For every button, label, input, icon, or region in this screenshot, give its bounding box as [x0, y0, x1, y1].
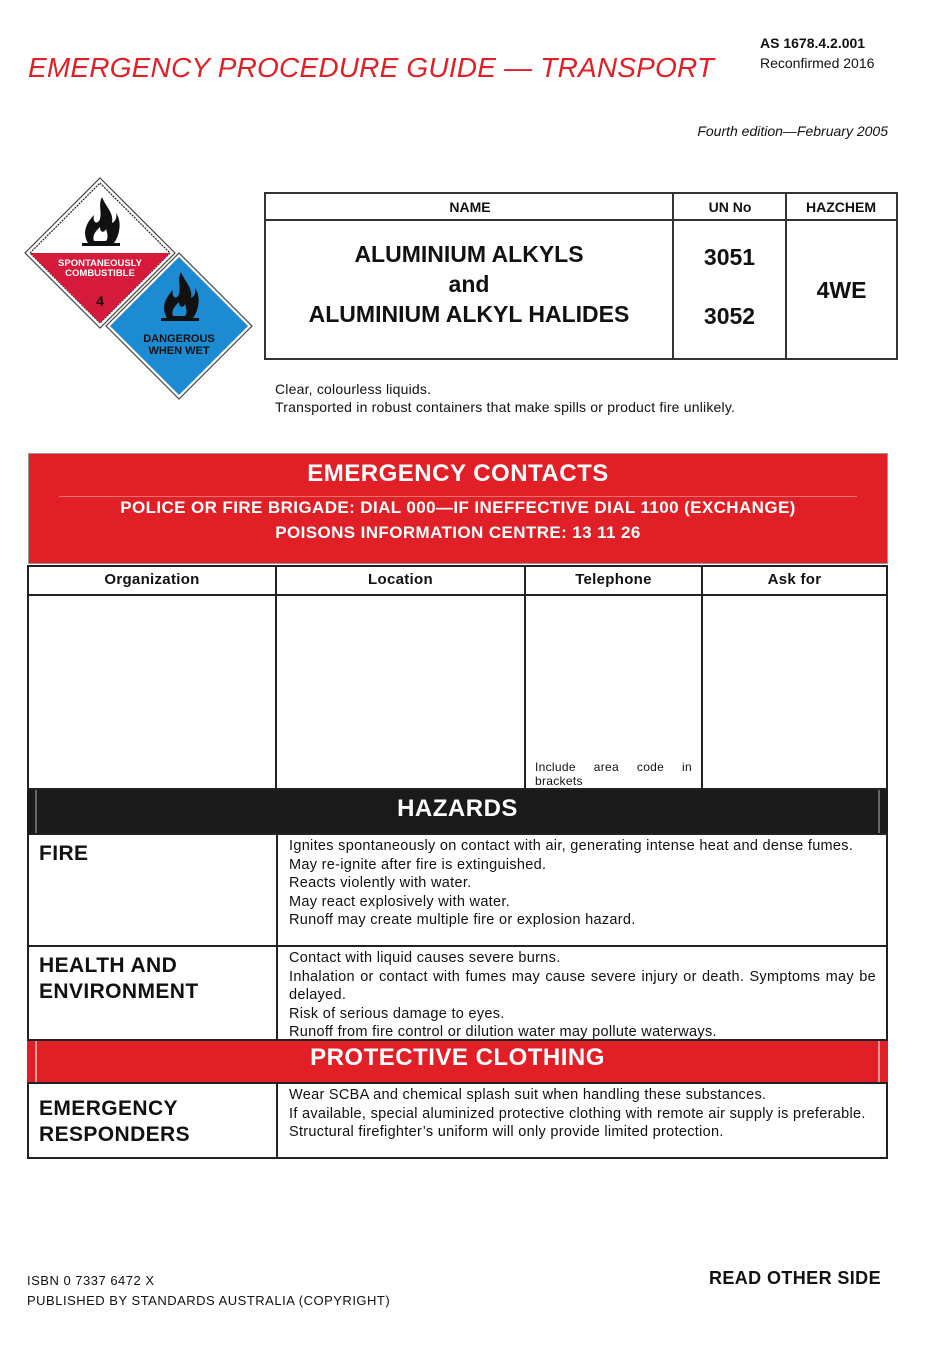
- hazchem-cell: [787, 221, 896, 358]
- un-number-1: 3051: [703, 244, 756, 270]
- fire-line-3: Reacts violently with water.: [289, 875, 472, 891]
- responders-line-2: If available, special aluminized protective clothing with remote air supply is preferable.: [289, 1105, 866, 1122]
- placard-4-2-label-2: COMBUSTIBLE: [65, 268, 135, 279]
- emergency-responders-label: [29, 1084, 278, 1157]
- substance-name-cell: [266, 221, 672, 358]
- health-label-line-2: ENVIRONMENT: [39, 980, 199, 1003]
- health-environment-row: [27, 945, 888, 1041]
- responders-line-1: Wear SCBA and chemical splash suit when handling these substances.: [289, 1087, 767, 1103]
- location-header: Location: [277, 567, 524, 596]
- ask-for-header: Ask for: [703, 567, 886, 596]
- substance-description: [275, 380, 735, 416]
- fire-label: [29, 835, 278, 945]
- un-number-2: 3052: [703, 303, 756, 329]
- description-line-1: Clear, colourless liquids.: [275, 381, 432, 397]
- placard-4-2-class-number: 4: [96, 293, 104, 309]
- placard-4-3-label-2: WHEN WET: [148, 345, 210, 357]
- health-line-2: Inhalation or contact with fumes may cause severe injury or death. Symptoms may be delayed.: [289, 968, 876, 1003]
- health-line-3: Risk of serious damage to eyes.: [289, 1005, 505, 1022]
- fire-line-1: Ignites spontaneously on contact with air, generating intense heat and dense fumes.: [289, 838, 854, 854]
- standard-code: AS 1678.4.2.001: [760, 35, 866, 51]
- location-column: [275, 565, 526, 790]
- fire-line-2: May re-ignite after fire is extinguished.: [289, 856, 547, 873]
- name-header: NAME: [266, 194, 674, 221]
- responders-line-3: Structural firefighter’s uniform will only provide limited protection.: [289, 1124, 724, 1140]
- identification-table: [264, 192, 898, 360]
- organization-column: [27, 565, 277, 790]
- emergency-responders-row: [27, 1082, 888, 1159]
- responders-text: [289, 1086, 876, 1142]
- health-line-4: Runoff from fire control or dilution water may pollute waterways.: [289, 1024, 717, 1040]
- placard-4-3-label-1: DANGEROUS: [143, 333, 215, 345]
- emergency-contacts-title: EMERGENCY CONTACTS: [307, 460, 609, 487]
- emergency-dial-line: POLICE OR FIRE BRIGADE: DIAL 000—IF INEFFECTIVE DIAL 1100 (EXCHANGE): [120, 498, 796, 517]
- telephone-header: Telephone: [526, 567, 701, 596]
- responders-label-line-1: EMERGENCY: [39, 1097, 178, 1120]
- edition-info: Fourth edition—February 2005: [697, 123, 888, 139]
- health-label-line-1: HEALTH AND: [39, 954, 178, 977]
- substance-name-line-3: ALUMINIUM ALKYL HALIDES: [308, 301, 630, 327]
- fire-label-text: FIRE: [39, 842, 89, 865]
- organization-header: Organization: [29, 567, 275, 596]
- responders-label-line-2: RESPONDERS: [39, 1123, 191, 1146]
- hazchem-code: 4WE: [816, 277, 867, 303]
- substance-name-line-1: ALUMINIUM ALKYLS: [354, 241, 584, 267]
- un-number-header: UN No: [674, 194, 786, 221]
- page-title: EMERGENCY PROCEDURE GUIDE — TRANSPORT: [28, 52, 715, 83]
- placard-4-2-label-1: SPONTANEOUSLY: [58, 258, 142, 269]
- substance-name-line-2: and: [448, 271, 490, 297]
- fire-hazard-text: [289, 837, 876, 930]
- isbn: ISBN 0 7337 6472 X: [27, 1273, 155, 1288]
- telephone-column: [524, 565, 703, 790]
- publisher-notice: PUBLISHED BY STANDARDS AUSTRALIA (COPYRIGHT): [27, 1293, 391, 1308]
- health-line-1: Contact with liquid causes severe burns.: [289, 950, 561, 966]
- contacts-table: [27, 565, 888, 790]
- poisons-centre-line: POISONS INFORMATION CENTRE: 13 11 26: [275, 523, 641, 542]
- telephone-note: Include area code in brackets: [535, 760, 692, 788]
- ask-for-column: [701, 565, 888, 790]
- un-number-cell: [674, 221, 785, 358]
- health-hazard-text: [289, 949, 876, 1042]
- emergency-contacts-banner: [28, 453, 888, 564]
- description-line-2: Transported in robust containers that make spills or product fire unlikely.: [275, 399, 736, 415]
- dangerous-goods-placards: [22, 175, 257, 405]
- reconfirmed-date: Reconfirmed 2016: [760, 55, 875, 71]
- protective-clothing-title: PROTECTIVE CLOTHING: [27, 1041, 888, 1082]
- fire-line-4: May react explosively with water.: [289, 893, 511, 910]
- fire-hazard-row: [27, 833, 888, 947]
- fire-line-5: Runoff may create multiple fire or explosion hazard.: [289, 912, 636, 928]
- divider: [59, 496, 857, 497]
- read-other-side: READ OTHER SIDE: [708, 1268, 881, 1288]
- health-environment-label: [29, 947, 278, 1039]
- hazchem-header: HAZCHEM: [786, 194, 896, 221]
- hazards-section-title: HAZARDS: [27, 790, 888, 833]
